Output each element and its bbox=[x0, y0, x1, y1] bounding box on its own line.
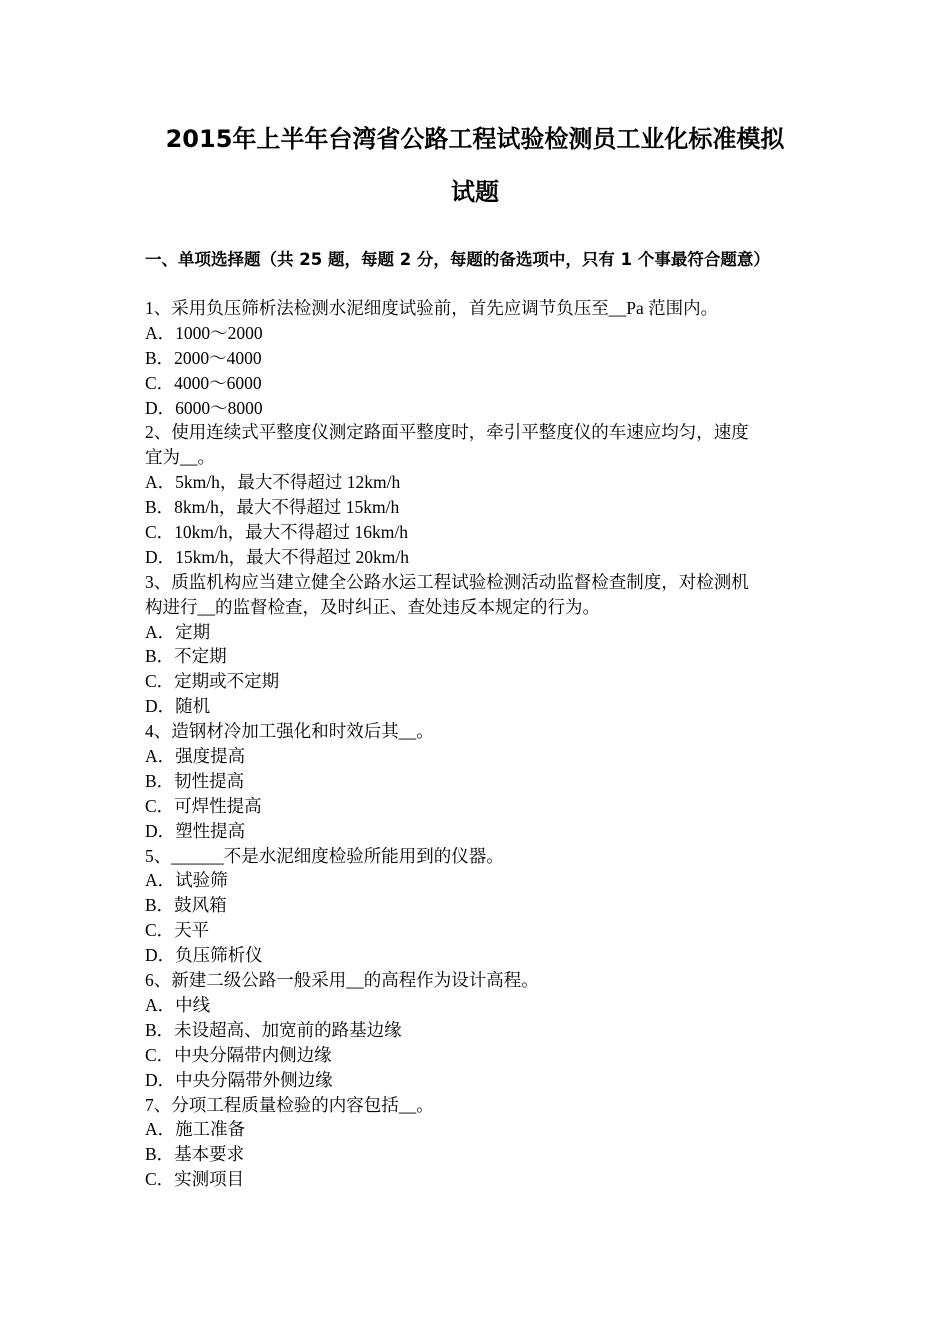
option-line: B．不定期 bbox=[145, 646, 227, 667]
option-line: D．负压筛析仪 bbox=[145, 945, 263, 966]
option-line: D．塑性提高 bbox=[145, 820, 246, 841]
option-line: C．10km/h，最大不得超过 16km/h bbox=[145, 522, 408, 543]
question-text-line: 6、新建二级公路一般采用__的高程作为设计高程。 bbox=[145, 970, 539, 991]
option-line: C．可焊性提高 bbox=[145, 795, 262, 816]
option-line: B．鼓风箱 bbox=[145, 895, 227, 916]
question-list bbox=[145, 296, 807, 1192]
question-text-line: 5、______不是水泥细度检验所能用到的仪器。 bbox=[145, 845, 504, 866]
document-title-line-1: 2015年上半年台湾省公路工程试验检测员工业化标准模拟 bbox=[165, 125, 785, 153]
option-line: A．施工准备 bbox=[145, 1119, 246, 1140]
question-text-line: 构进行__的监督检查，及时纠正、查处违反本规定的行为。 bbox=[145, 596, 600, 617]
question-text-line: 1、采用负压筛析法检测水泥细度试验前，首先应调节负压至__Pa 范围内。 bbox=[145, 298, 719, 318]
option-line: D．中央分隔带外侧边缘 bbox=[145, 1069, 333, 1090]
option-line: C．中央分隔带内侧边缘 bbox=[145, 1044, 332, 1065]
option-line: D．随机 bbox=[145, 696, 211, 717]
option-line: A．强度提高 bbox=[145, 746, 246, 767]
option-line: A．中线 bbox=[145, 994, 211, 1015]
option-line: A．1000～2000 bbox=[145, 322, 263, 343]
option-line: D．6000～8000 bbox=[145, 397, 263, 418]
document-title-line-2: 试题 bbox=[451, 178, 499, 206]
section-heading: 一、单项选择题（共 25 题，每题 2 分，每题的备选项中，只有 1 个事最符合题意） bbox=[145, 250, 770, 269]
option-line: B．未设超高、加宽前的路基边缘 bbox=[145, 1019, 402, 1040]
option-line: B．基本要求 bbox=[145, 1144, 245, 1165]
option-line: C．4000～6000 bbox=[145, 372, 262, 393]
question-text-line: 2、使用连续式平整度仪测定路面平整度时，牵引平整度仪的车速应均匀，速度 bbox=[145, 422, 749, 443]
option-line: A．试验筛 bbox=[145, 870, 228, 891]
option-line: C．天平 bbox=[145, 920, 210, 941]
option-line: D．15km/h，最大不得超过 20km/h bbox=[145, 546, 409, 567]
question-text-line: 7、分项工程质量检验的内容包括__。 bbox=[145, 1094, 434, 1115]
option-line: B．8km/h，最大不得超过 15km/h bbox=[145, 497, 400, 518]
option-line: B．韧性提高 bbox=[145, 770, 245, 791]
option-line: C．定期或不定期 bbox=[145, 671, 280, 692]
option-line: C．实测项目 bbox=[145, 1169, 245, 1190]
question-text-line: 4、造钢材冷加工强化和时效后其__。 bbox=[145, 721, 434, 742]
question-text-line: 宜为__。 bbox=[145, 447, 215, 468]
option-line: B．2000～4000 bbox=[145, 347, 262, 368]
option-line: A．定期 bbox=[145, 621, 211, 642]
question-text-line: 3、质监机构应当建立健全公路水运工程试验检测活动监督检查制度，对检测机 bbox=[145, 571, 749, 592]
option-line: A．5km/h，最大不得超过 12km/h bbox=[145, 472, 401, 493]
